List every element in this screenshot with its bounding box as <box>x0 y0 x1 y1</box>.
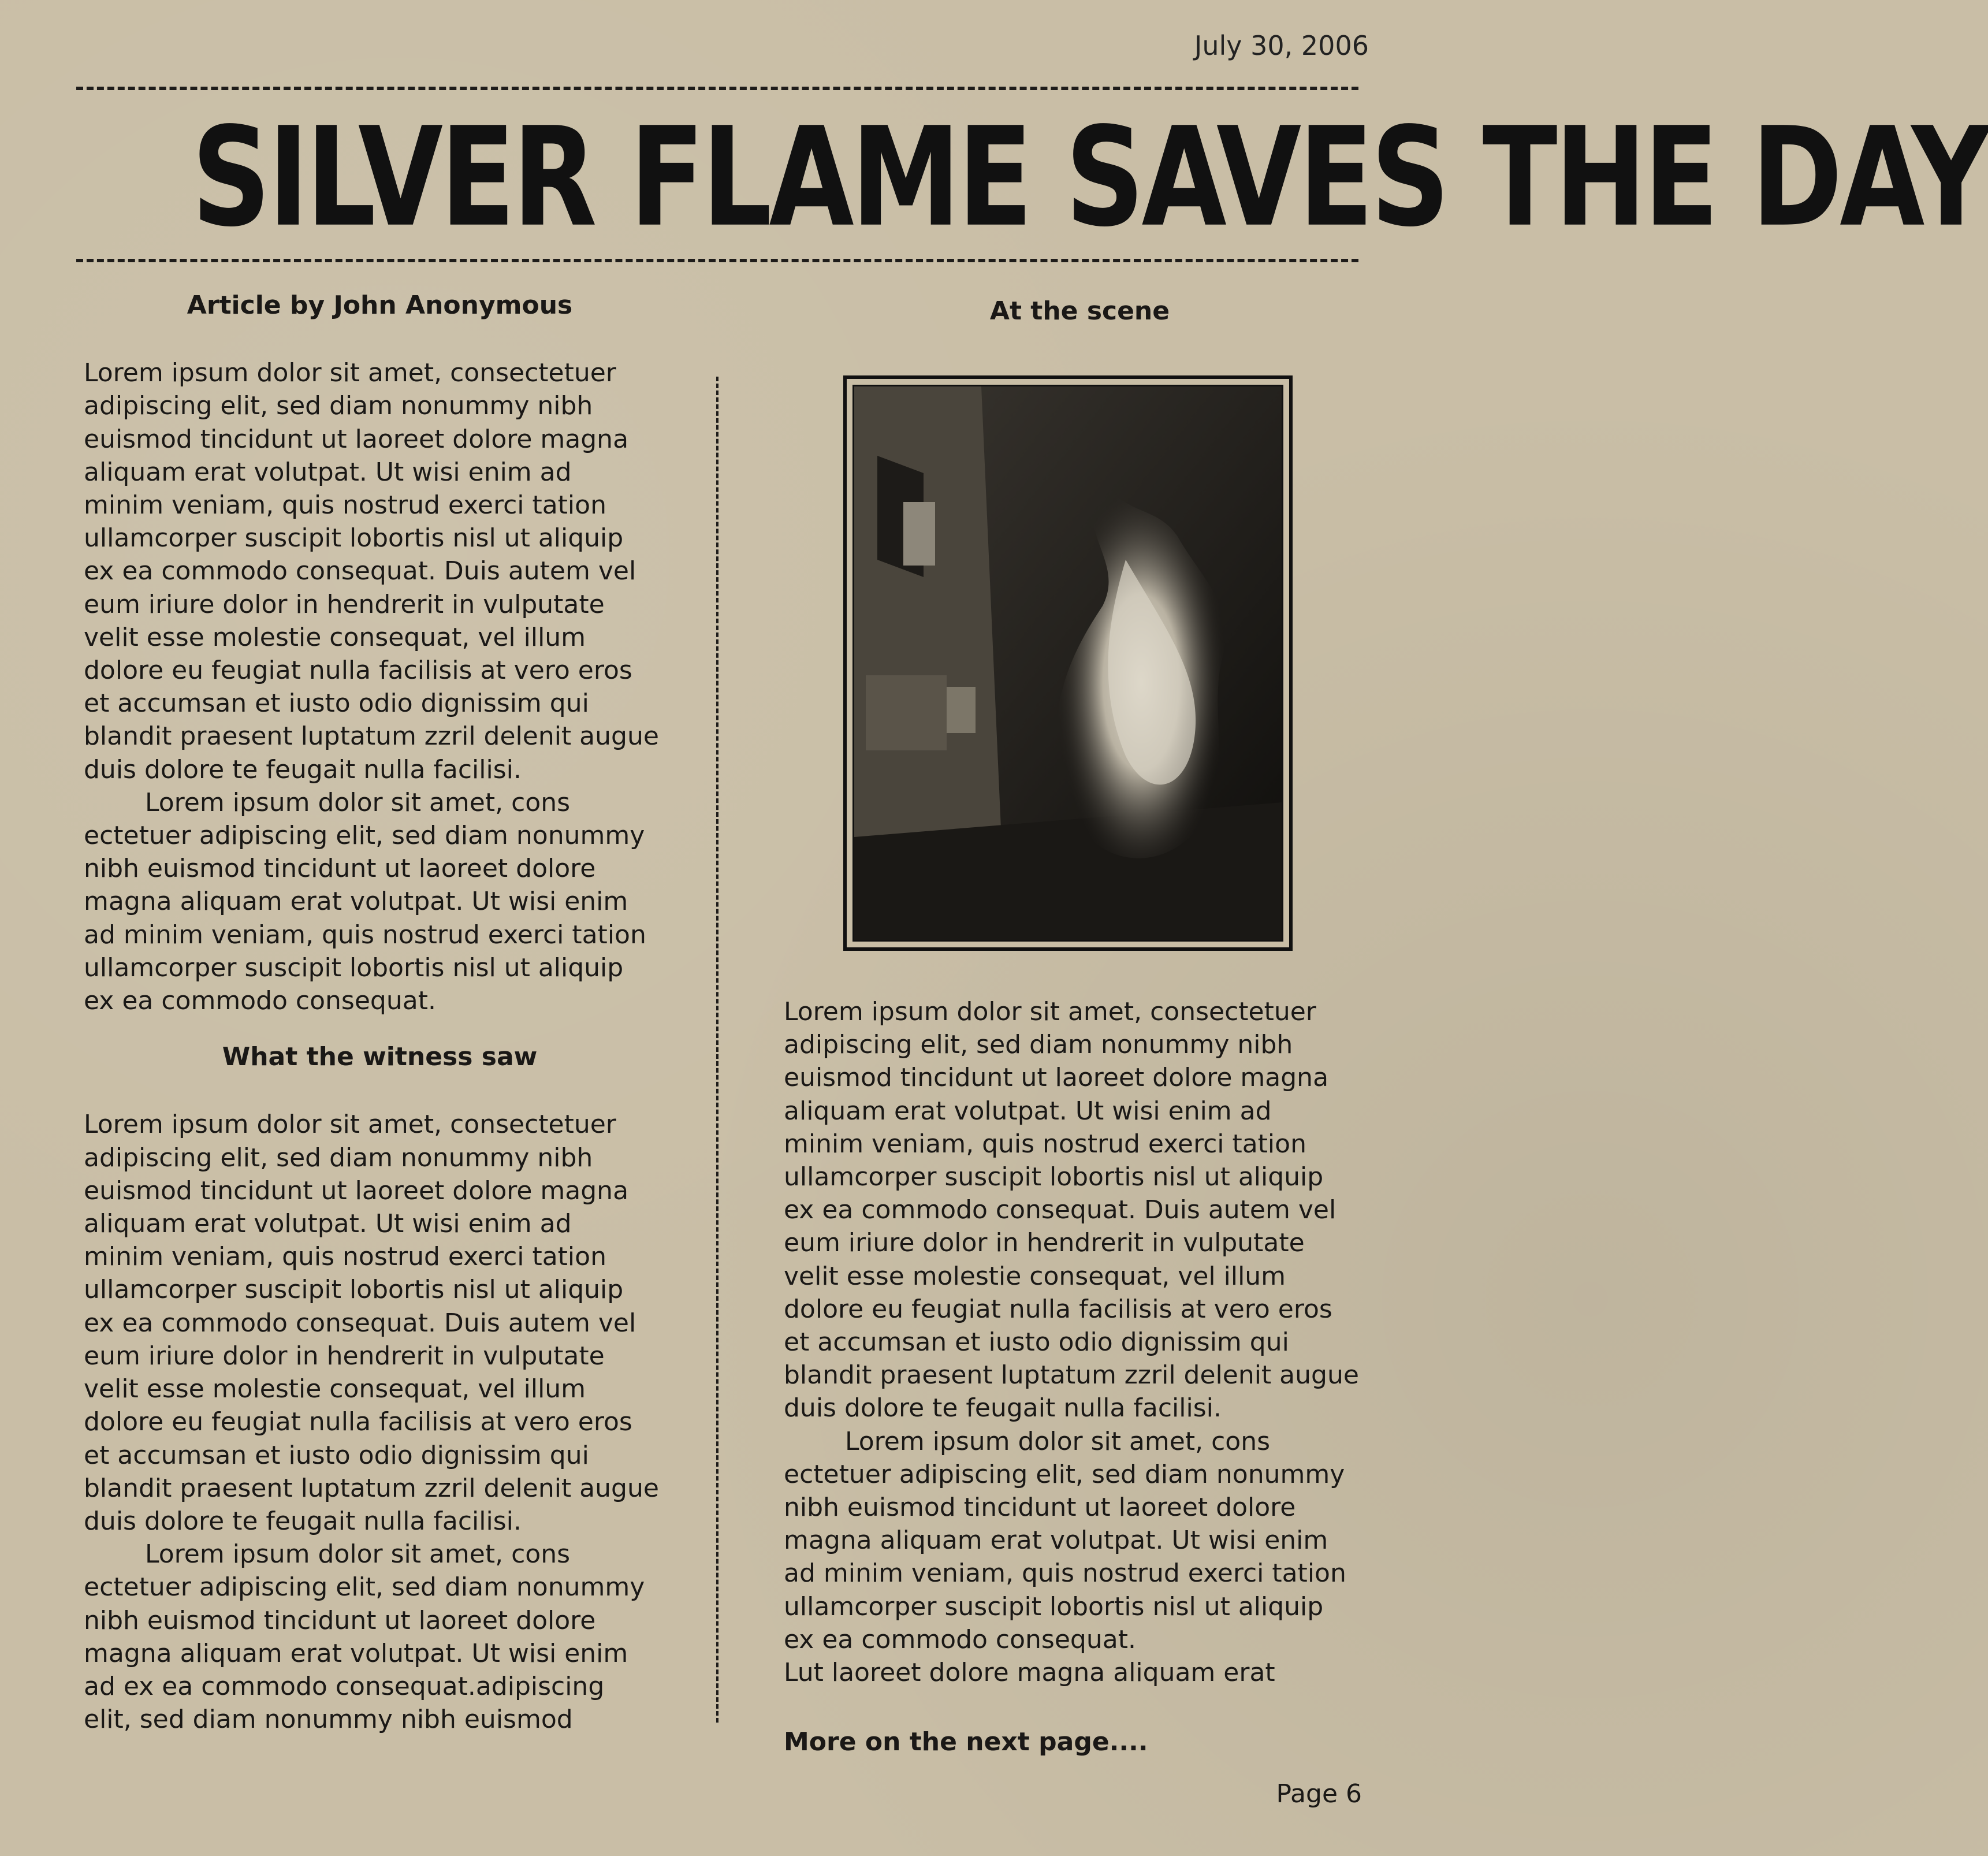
text-line: et accumsan et iusto odio dignissim qui <box>84 1440 589 1470</box>
text-line: duis dolore te feugait nulla facilisi. <box>84 1506 522 1536</box>
right-paragraph-1 <box>784 995 1376 1425</box>
text-line: elit, sed diam nonummy nibh euismod <box>84 1705 573 1735</box>
photo-caption: At the scene <box>989 296 1170 326</box>
text-line: euismod tincidunt ut laoreet dolore magna <box>84 1176 629 1206</box>
text-line: nibh euismod tincidunt ut laoreet dolore <box>784 1493 1296 1523</box>
text-line: euismod tincidunt ut laoreet dolore magna <box>84 424 629 454</box>
text-line: eum iriure dolor in hendrerit in vulputate <box>84 589 605 619</box>
continued-note: More on the next page.... <box>784 1727 1148 1757</box>
text-line: velit esse molestie consequat, vel illum <box>84 1374 586 1404</box>
issue-date: July 30, 2006 <box>1194 30 1369 61</box>
text-line: dolore eu feugiat nulla facilisis at vero eros <box>784 1294 1332 1324</box>
headline: SILVER FLAME SAVES THE DAY <box>191 98 1988 257</box>
byline: Article by John Anonymous <box>187 291 573 320</box>
left-paragraph-3 <box>84 1108 676 1538</box>
text-line: ullamcorper suscipit lobortis nisl ut aliquip <box>84 523 624 553</box>
right-column <box>784 289 1376 328</box>
text-line: minim veniam, quis nostrud exerci tation <box>84 1242 606 1272</box>
text-line: dolore eu feugiat nulla facilisis at vero eros <box>84 1407 632 1437</box>
text-line: minim veniam, quis nostrud exerci tation <box>84 490 606 520</box>
text-line: ullamcorper suscipit lobortis nisl ut aliquip <box>784 1591 1324 1621</box>
text-line: ullamcorper suscipit lobortis nisl ut aliquip <box>784 1162 1324 1192</box>
flame-alley-image <box>854 386 1282 940</box>
text-line: blandit praesent luptatum zzril delenit augue <box>784 1360 1359 1390</box>
text-line: adipiscing elit, sed diam nonummy nibh <box>784 1030 1293 1060</box>
text-line: ex ea commodo consequat. Duis autem vel <box>84 556 636 586</box>
top-dashed-rule <box>76 87 1358 90</box>
text-line: blandit praesent luptatum zzril delenit augue <box>84 721 659 752</box>
text-line: adipiscing elit, sed diam nonummy nibh <box>84 1143 593 1173</box>
left-paragraph-1 <box>84 356 676 786</box>
right-paragraph-2 <box>784 1425 1376 1690</box>
text-line: Lorem ipsum dolor sit amet, consectetuer <box>84 358 616 388</box>
text-line: ectetuer adipiscing elit, sed diam nonummy <box>84 1572 645 1602</box>
text-line: duis dolore te feugait nulla facilisi. <box>784 1393 1222 1423</box>
text-line: et accumsan et iusto odio dignissim qui <box>84 689 589 719</box>
text-line: ullamcorper suscipit lobortis nisl ut aliquip <box>84 1275 624 1305</box>
left-paragraph-2 <box>84 786 676 1017</box>
text-line: ectetuer adipiscing elit, sed diam nonummy <box>84 821 645 851</box>
text-line: ad minim veniam, quis nostrud exerci tation <box>784 1559 1346 1589</box>
text-line: magna aliquam erat volutpat. Ut wisi enim <box>84 887 628 917</box>
scene-photo <box>852 385 1283 942</box>
text-line: eum iriure dolor in hendrerit in vulputate <box>84 1341 605 1371</box>
text-line: dolore eu feugiat nulla facilisis at vero eros <box>84 656 632 686</box>
left-column <box>84 289 676 1736</box>
text-line: Lut laoreet dolore magna aliquam erat <box>784 1658 1275 1688</box>
text-line: magna aliquam erat volutpat. Ut wisi enim <box>84 1638 628 1668</box>
column-divider <box>716 377 718 1723</box>
text-line: magna aliquam erat volutpat. Ut wisi enim <box>784 1526 1328 1556</box>
text-line: ex ea commodo consequat. <box>84 986 436 1016</box>
text-line: ex ea commodo consequat. Duis autem vel <box>784 1195 1336 1225</box>
text-line: euismod tincidunt ut laoreet dolore magna <box>784 1063 1329 1093</box>
right-body <box>784 995 1376 1689</box>
witness-subhead: What the witness saw <box>222 1042 538 1072</box>
text-line: Lorem ipsum dolor sit amet, cons <box>845 1426 1271 1456</box>
text-line: aliquam erat volutpat. Ut wisi enim ad <box>84 1209 572 1239</box>
text-line: ex ea commodo consequat. <box>784 1624 1136 1654</box>
text-line: ullamcorper suscipit lobortis nisl ut aliquip <box>84 953 624 983</box>
text-line: Lorem ipsum dolor sit amet, cons <box>145 787 571 817</box>
text-line: ad ex ea commodo consequat.adipiscing <box>84 1671 605 1701</box>
text-line: Lorem ipsum dolor sit amet, consectetuer <box>84 1110 616 1140</box>
text-line: eum iriure dolor in hendrerit in vulputate <box>784 1228 1305 1258</box>
text-line: aliquam erat volutpat. Ut wisi enim ad <box>784 1096 1272 1126</box>
text-line: nibh euismod tincidunt ut laoreet dolore <box>84 1605 596 1635</box>
text-line: minim veniam, quis nostrud exerci tation <box>784 1129 1306 1159</box>
text-line: et accumsan et iusto odio dignissim qui <box>784 1327 1289 1357</box>
text-line: aliquam erat volutpat. Ut wisi enim ad <box>84 457 572 487</box>
text-line: nibh euismod tincidunt ut laoreet dolore <box>84 854 596 884</box>
text-line: Lorem ipsum dolor sit amet, consectetuer <box>784 997 1316 1026</box>
text-line: velit esse molestie consequat, vel illum <box>784 1261 1286 1291</box>
text-line: ectetuer adipiscing elit, sed diam nonummy <box>784 1459 1345 1489</box>
photo-frame <box>843 375 1293 951</box>
text-line: Lorem ipsum dolor sit amet, cons <box>145 1539 571 1569</box>
bottom-dashed-rule <box>76 259 1358 262</box>
left-paragraph-4 <box>84 1538 676 1736</box>
text-line: duis dolore te feugait nulla facilisi. <box>84 754 522 784</box>
page-number: Page 6 <box>1276 1779 1362 1809</box>
text-line: ex ea commodo consequat. Duis autem vel <box>84 1308 636 1338</box>
text-line: blandit praesent luptatum zzril delenit augue <box>84 1473 659 1503</box>
text-line: velit esse molestie consequat, vel illum <box>84 622 586 652</box>
text-line: adipiscing elit, sed diam nonummy nibh <box>84 391 593 421</box>
text-line: ad minim veniam, quis nostrud exerci tation <box>84 920 646 950</box>
